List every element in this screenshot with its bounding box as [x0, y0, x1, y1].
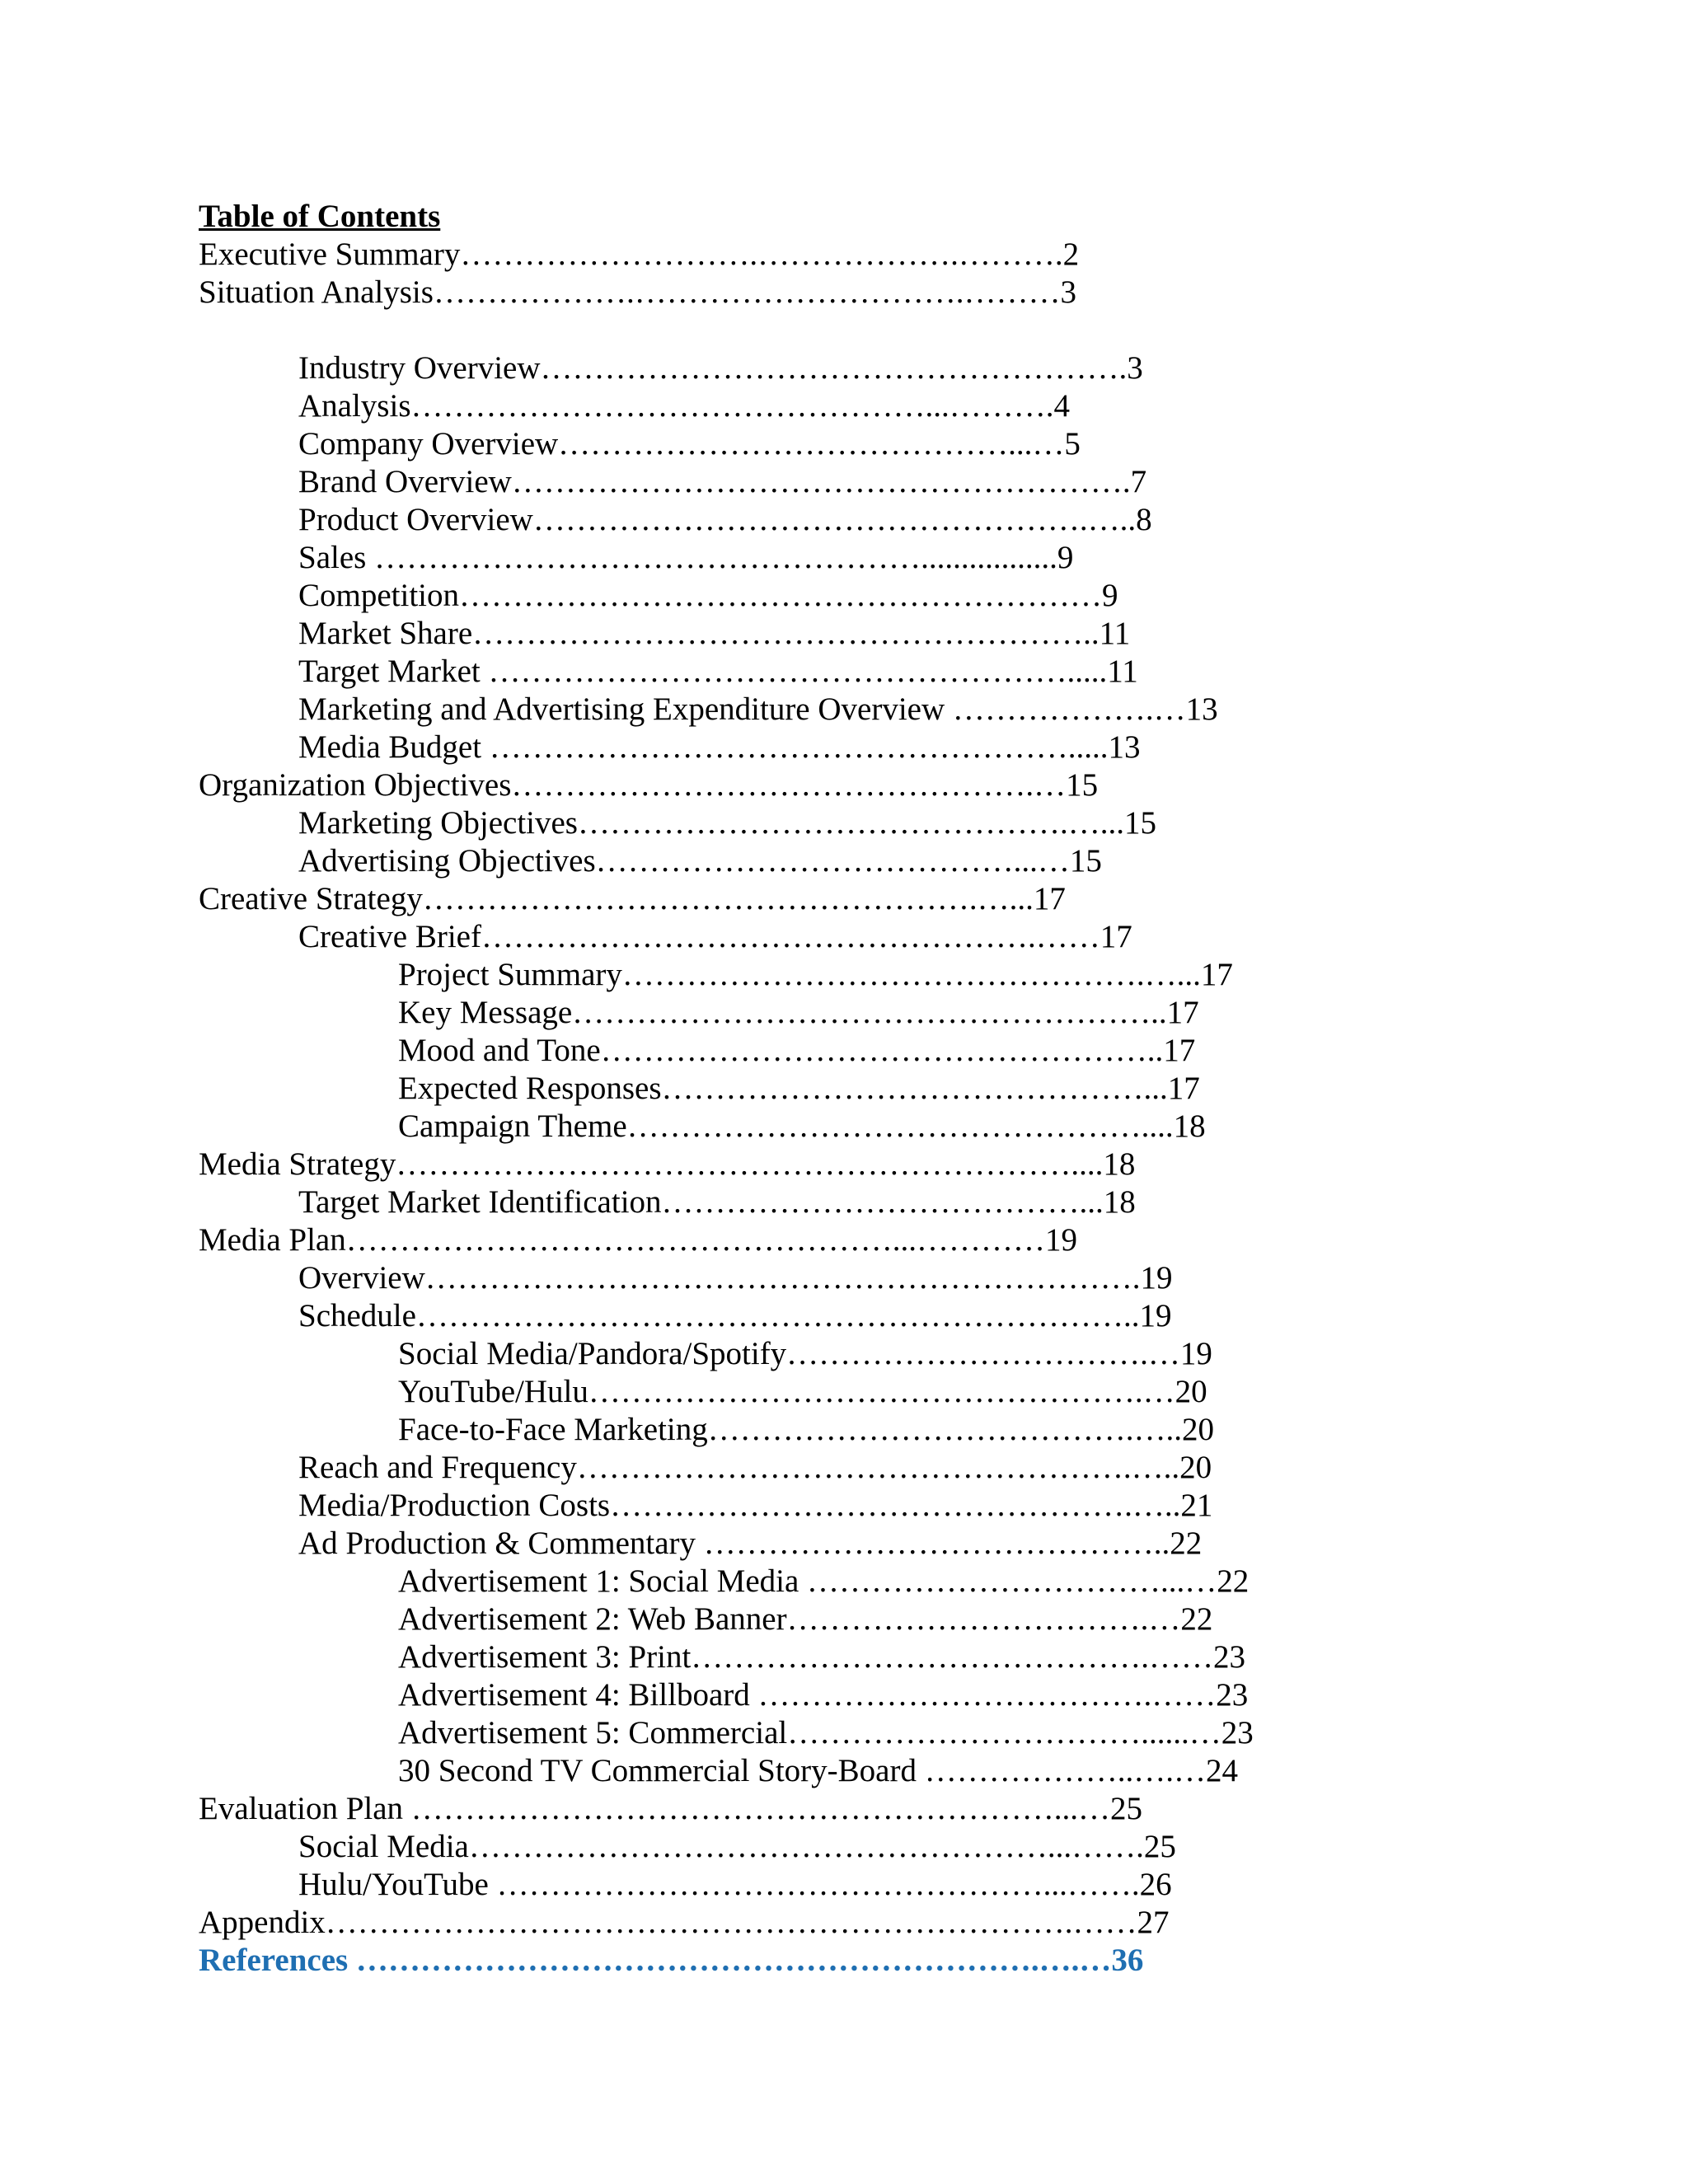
toc-entry: Appendix…………………………………………………………….……27	[199, 1905, 1170, 1940]
toc-entry: Hulu/YouTube ……………………………………………...…….26	[298, 1867, 1172, 1902]
toc-entry: Industry Overview……………………………………………….3	[298, 350, 1143, 386]
toc-entry: Advertisement 3: Print…………………………………….……23	[398, 1639, 1246, 1675]
toc-entry: Marketing Objectives……………………………………….…...15	[298, 805, 1156, 841]
toc-entry: Company Overview……………………………………...…5	[298, 426, 1081, 462]
toc-entry: Expected Responses………………………………………...17	[398, 1071, 1200, 1106]
toc-title: Table of Contents	[199, 199, 441, 234]
toc-entry: Project Summary………………………………………….…...17	[398, 957, 1233, 992]
toc-entry: Schedule…………………………………………………………..19	[298, 1298, 1172, 1333]
toc-entry-link[interactable]: References ……………………………………………………….….…36	[199, 1943, 1144, 1978]
toc-entry: Product Overview…………………………………………….…..8	[298, 502, 1152, 537]
toc-entry: Sales …………………………………………….................9	[298, 540, 1074, 575]
toc-entry: Media Plan……………………………………………...…………19	[199, 1222, 1077, 1258]
toc-entry: Analysis…………………………………………...……….4	[298, 388, 1070, 424]
toc-entry: Target Market ……………………………………………….....11	[298, 654, 1138, 689]
toc-entry: Ad Production & Commentary ……………………………………..22	[298, 1526, 1203, 1561]
toc-entry: Campaign Theme…………………………………………....18	[398, 1108, 1206, 1144]
toc-entry: Executive Summary……………………….……………….……….2	[199, 237, 1080, 272]
toc-entry: Creative Brief…………………………………………….……17	[298, 919, 1132, 954]
toc-entry: Advertising Objectives…………………………………...…15	[298, 843, 1102, 879]
toc-entry: Reach and Frequency…………………………………………….…..20	[298, 1450, 1212, 1485]
toc-entry: Media/Production Costs………………………………………….…..21	[298, 1488, 1213, 1523]
toc-entry: Media Strategy………………………………………………………....18	[199, 1146, 1136, 1182]
toc-entry: Overview………………………………………………………….19	[298, 1260, 1173, 1296]
toc-entry: Advertisement 5: Commercial……………………………......…23	[398, 1715, 1254, 1750]
toc-entry: Marketing and Advertising Expenditure Overview ……………….…13	[298, 691, 1218, 727]
toc-entry: Organization Objectives………………………………………….…15	[199, 767, 1099, 803]
toc-entry: Target Market Identification…………………………………...18	[298, 1184, 1136, 1220]
toc-entry: Situation Analysis……………….………………………….………3	[199, 274, 1076, 310]
toc-entry: Media Budget ……………………………………………….....13	[298, 729, 1141, 765]
toc-entry: 30 Second TV Commercial Story-Board ………………..….…24	[398, 1753, 1238, 1788]
toc-entry: Advertisement 2: Web Banner…………………………….…22	[398, 1601, 1213, 1637]
toc-entry: Competition……………………………………………………9	[298, 578, 1118, 613]
toc-entry: Evaluation Plan ……………………………………………………...…25	[199, 1791, 1143, 1826]
toc-entry: Advertisement 4: Billboard ……………………………….……23	[398, 1677, 1249, 1713]
toc-entry: Market Share…………………………………………………..11	[298, 616, 1131, 651]
toc-entry: Creative Strategy…………………………………………….…...17	[199, 881, 1066, 916]
toc-entry: Social Media………………………………………………...…….25	[298, 1829, 1176, 1864]
toc-entry: Key Message………………………………………………..17	[398, 995, 1199, 1030]
toc-entry: YouTube/Hulu…………………………………………….…20	[398, 1374, 1207, 1409]
toc-entry: Brand Overview………………………………………………….7	[298, 464, 1147, 499]
toc-entry: Social Media/Pandora/Spotify…………………………….…19	[398, 1336, 1212, 1371]
toc-entry: Mood and Tone……………………………………………..17	[398, 1033, 1196, 1068]
toc-entry: Advertisement 1: Social Media ……………………………...…22	[398, 1563, 1250, 1599]
toc-entry: Face-to-Face Marketing………………………………….…..20	[398, 1412, 1215, 1447]
